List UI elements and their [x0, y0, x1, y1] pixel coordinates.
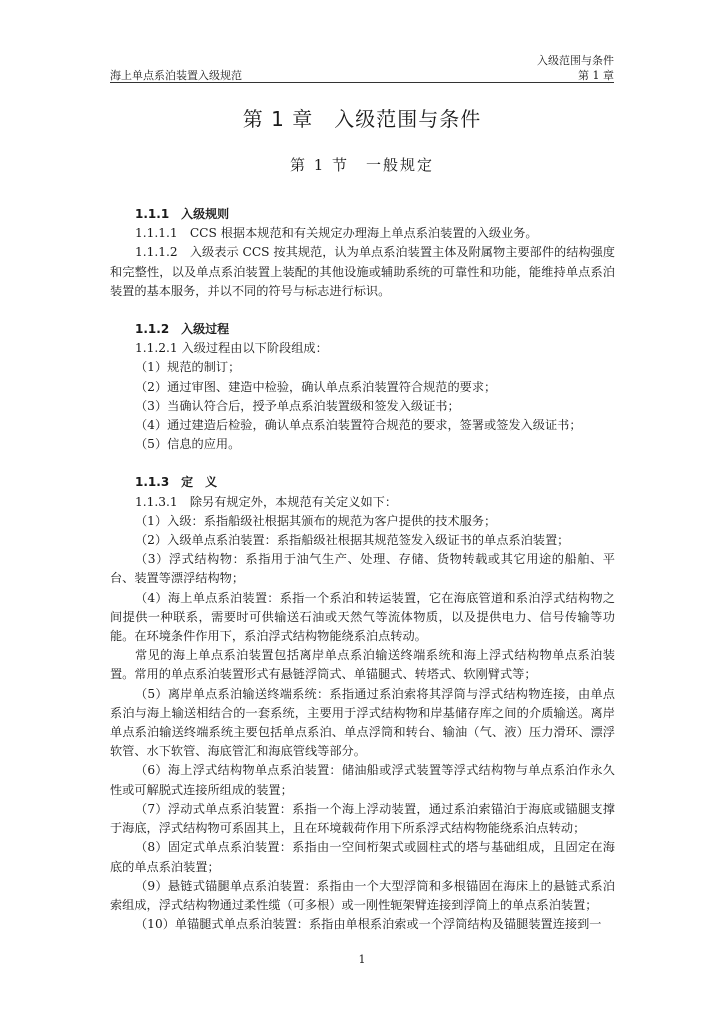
paragraph: （1）入级：系指船级社根据其颁布的规范为客户提供的技术服务；: [135, 513, 497, 528]
header-rule: [110, 82, 614, 83]
page-number: 1: [358, 953, 366, 966]
paragraph: （5）信息的应用。: [135, 437, 241, 452]
clause-heading: 1.1.3 定 义: [135, 475, 218, 490]
paragraph: （10）单锚腿式单点系泊装置：系指由单根系泊索或一个浮筒结构及锚腿装置连接到一: [135, 917, 602, 932]
paragraph: 1.1.1.1 CCS 根据本规范和有关规定办理海上单点系泊装置的入级业务。: [135, 226, 538, 241]
paragraph: （6）海上浮式结构物单点系泊装置：储油船或浮式装置等浮式结构物与单点系泊作永久性或可解脱式连接所组成的装置；: [110, 763, 615, 797]
clause-heading: 1.1.1 入级规则: [135, 207, 230, 221]
paragraph: （1）规范的制订；: [135, 360, 241, 375]
running-header-chapter: 第 1 章: [578, 69, 614, 82]
paragraph-gap: [110, 454, 615, 473]
paragraph: （5）离岸单点系泊输送终端系统：系指通过系泊索将其浮筒与浮式结构物连接，由单点系泊与海上输送相结合的一套系统，主要用于浮式结构物和岸基储存库之间的介质输送。离岸单点系泊输送终端系统主要包括单点系泊、单点浮筒和转台、输油（气、液）压力滑环、漂浮软管、水下软管、海底管汇和海底管线等部分。: [110, 686, 615, 759]
body-text: [110, 205, 615, 934]
paragraph: （4）通过建造后检验，确认单点系泊装置符合规范的要求，签署或签发入级证书；: [135, 418, 582, 433]
chapter-title: 第 1 章 入级范围与条件: [242, 107, 482, 131]
paragraph: （7）浮动式单点系泊装置：系指一个海上浮动装置，通过系泊索锚泊于海底或锚腿支撑于海底，浮式结构物可系固其上，且在环境载荷作用下所系浮式结构物能绕系泊点转动；: [110, 801, 615, 836]
paragraph-gap: [110, 301, 615, 320]
running-header-topic: 入级范围与条件: [537, 54, 614, 67]
paragraph: 常见的海上单点系泊装置包括离岸单点系泊输送终端系统和海上浮式结构物单点系泊装置。常用的单点系泊装置形式有悬链浮筒式、单锚腿式、转塔式、软刚臂式等；: [110, 648, 615, 682]
running-header-title: 海上单点系泊装置入级规范: [110, 69, 242, 82]
paragraph: （8）固定式单点系泊装置：系指由一空间桁架式或圆柱式的塔与基础组成，且固定在海底的单点系泊装置；: [110, 840, 615, 874]
paragraph: 1.1.3.1 除另有规定外，本规范有关定义如下：: [135, 494, 398, 509]
clause-heading: 1.1.2 入级过程: [135, 322, 230, 337]
paragraph: （3）当确认符合后，授予单点系泊装置级和签发入级证书；: [135, 398, 460, 413]
paragraph: 1.1.2.1 入级过程由以下阶段组成：: [135, 341, 328, 356]
paragraph: 1.1.1.2 入级表示 CCS 按其规范，认为单点系泊装置主体及附属物主要部件的结构强度和完整性，以及单点系泊装置上装配的其他设施或辅助系统的可靠性和功能，能维持单点系泊装置的基本服务，并以不同的符号与标志进行标识。: [110, 245, 615, 298]
section-title: 第 1 节 一般规定: [289, 156, 435, 174]
paragraph: （3）浮式结构物：系指用于油气生产、处理、存储、货物转载或其它用途的船舶、平台、装置等漂浮结构物；: [110, 552, 615, 586]
paragraph: （4）海上单点系泊装置：系指一个系泊和转运装置，它在海底管道和系泊浮式结构物之间提供一种联系，需要时可供输送石油或天然气等流体物质，以及提供电力、信号传输等功能。在环境条件作用下，系泊浮式结构物能绕系泊点转动。: [110, 590, 615, 644]
paragraph: （2）入级单点系泊装置：系指船级社根据其规范签发入级证书的单点系泊装置；: [135, 533, 570, 548]
paragraph: （9）悬链式锚腿单点系泊装置：系指由一个大型浮筒和多根锚固在海床上的悬链式系泊索组成，浮式结构物通过柔性缆（可多根）或一刚性轭架臂连接到浮筒上的单点系泊装置；: [110, 878, 615, 912]
paragraph: （2）通过审图、建造中检验，确认单点系泊装置符合规范的要求；: [135, 379, 497, 394]
